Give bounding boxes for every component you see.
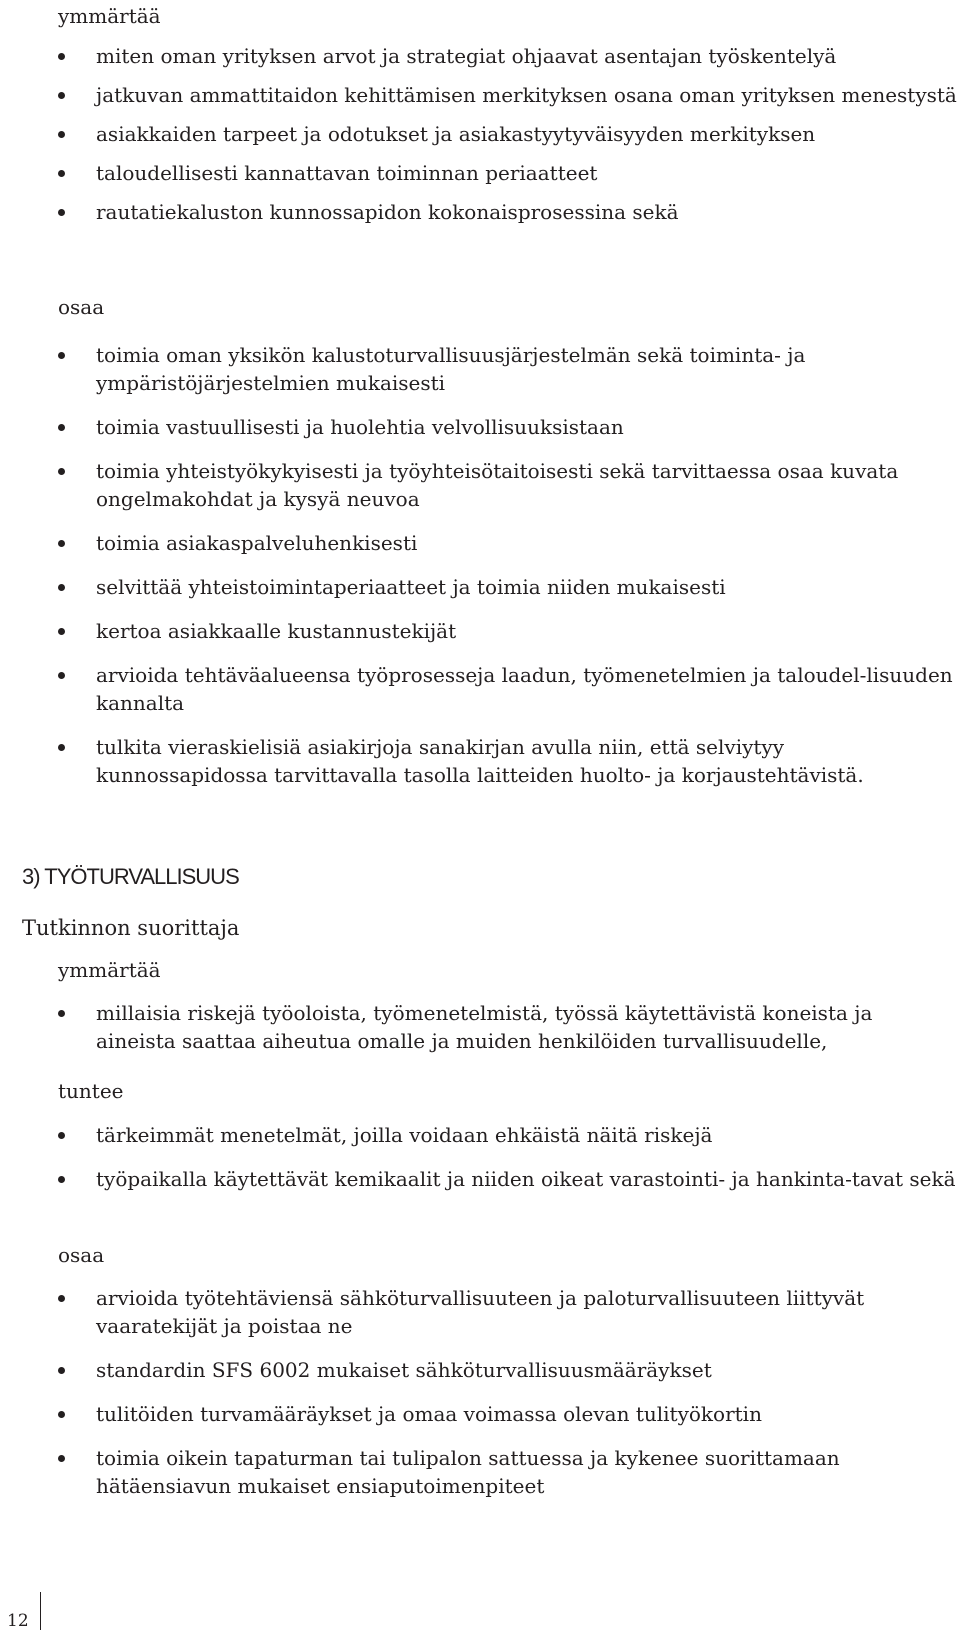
list-item: toimia oikein tapaturman tai tulipalon sattuessa ja kykenee suorittamaan hätäensiavun mukaiset ensiaputoimenpiteet — [58, 1444, 958, 1500]
label-knows: tuntee — [58, 1079, 124, 1103]
page-number: 12 — [7, 1592, 41, 1630]
bullet-icon — [58, 170, 65, 177]
understand-list — [58, 999, 958, 1055]
list-item: millaisia riskejä työoloista, työmenetelmistä, työssä käytettävistä koneista ja aineista saattaa aiheutua omalle ja muiden henkilöiden turvallisuudelle, — [58, 999, 958, 1055]
understand-list — [58, 42, 958, 226]
list-item: toimia yhteistyökykyisesti ja työyhteisötaitoisesti sekä tarvittaessa osaa kuvata ongelmakohdat ja kysyä neuvoa — [58, 457, 958, 513]
list-item: tulkita vieraskielisiä asiakirjoja sanakirjan avulla niin, että selviytyy kunnossapidossa tarvittavalla tasolla laitteiden huolto- ja korjaustehtävistä. — [58, 733, 958, 789]
bullet-icon — [58, 1411, 65, 1418]
bullet-icon — [58, 540, 65, 547]
label-can: osaa — [58, 295, 105, 319]
bullet-icon — [58, 1367, 65, 1374]
can-list — [58, 1284, 958, 1500]
can-list — [58, 341, 958, 789]
list-item: asiakkaiden tarpeet ja odotukset ja asiakastyytyväisyyden merkityksen — [58, 120, 958, 148]
bullet-icon — [58, 424, 65, 431]
label-understand: ymmärtää — [58, 4, 161, 28]
bullet-icon — [58, 53, 65, 60]
list-item: standardin SFS 6002 mukaiset sähköturvallisuusmääräykset — [58, 1356, 958, 1384]
list-item: arvioida työtehtäviensä sähköturvallisuuteen ja paloturvallisuuteen liittyvät vaaratekijät ja poistaa ne — [58, 1284, 958, 1340]
bullet-icon — [58, 628, 65, 635]
list-item: rautatiekaluston kunnossapidon kokonaisprosessina sekä — [58, 198, 958, 226]
section-heading: 3) TYÖTURVALLISUUS — [22, 864, 239, 889]
list-item: taloudellisesti kannattavan toiminnan periaatteet — [58, 159, 958, 187]
list-item: selvittää yhteistoimintaperiaatteet ja toimia niiden mukaisesti — [58, 573, 958, 601]
knows-list — [58, 1121, 958, 1193]
list-item: miten oman yrityksen arvot ja strategiat ohjaavat asentajan työskentelyä — [58, 42, 958, 70]
label-understand: ymmärtää — [58, 958, 161, 982]
list-item: arvioida tehtäväalueensa työprosesseja laadun, työmenetelmien ja taloudel-lisuuden kannalta — [58, 661, 958, 717]
bullet-icon — [58, 209, 65, 216]
bullet-icon — [58, 352, 65, 359]
bullet-icon — [58, 1132, 65, 1139]
performer-label: Tutkinnon suorittaja — [22, 916, 240, 940]
list-item: tärkeimmät menetelmät, joilla voidaan ehkäistä näitä riskejä — [58, 1121, 958, 1149]
bullet-icon — [58, 1010, 65, 1017]
label-can: osaa — [58, 1243, 105, 1267]
list-item: toimia vastuullisesti ja huolehtia velvollisuuksistaan — [58, 413, 958, 441]
bullet-icon — [58, 744, 65, 751]
bullet-icon — [58, 1295, 65, 1302]
bullet-icon — [58, 584, 65, 591]
bullet-icon — [58, 131, 65, 138]
list-item: työpaikalla käytettävät kemikaalit ja niiden oikeat varastointi- ja hankinta-tavat sekä — [58, 1165, 958, 1193]
list-item: kertoa asiakkaalle kustannustekijät — [58, 617, 958, 645]
list-item: tulitöiden turvamääräykset ja omaa voimassa olevan tulityökortin — [58, 1400, 958, 1428]
list-item: jatkuvan ammattitaidon kehittämisen merkityksen osana oman yrityksen menestystä — [58, 81, 958, 109]
list-item: toimia asiakaspalveluhenkisesti — [58, 529, 958, 557]
bullet-icon — [58, 1176, 65, 1183]
bullet-icon — [58, 672, 65, 679]
bullet-icon — [58, 1455, 65, 1462]
list-item: toimia oman yksikön kalustoturvallisuusjärjestelmän sekä toiminta- ja ympäristöjärjestelmien mukaisesti — [58, 341, 958, 397]
bullet-icon — [58, 92, 65, 99]
bullet-icon — [58, 468, 65, 475]
